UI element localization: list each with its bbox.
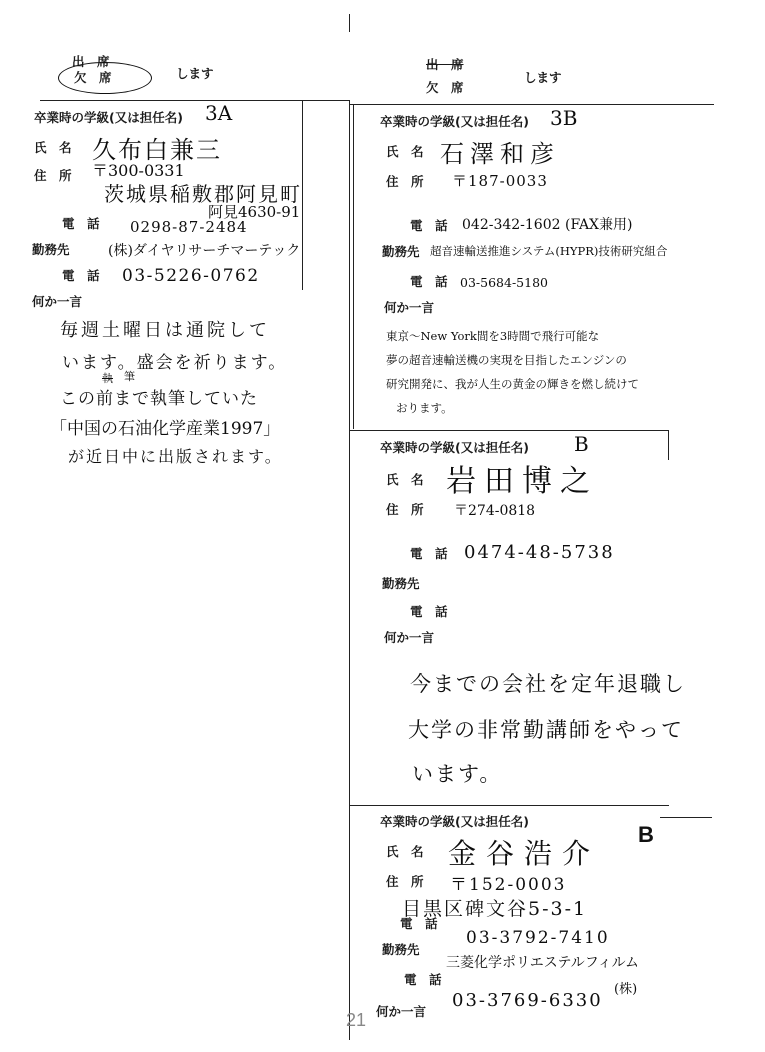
- left-class-label: 卒業時の学級(又は担任名): [34, 110, 183, 125]
- right3-class-label: 卒業時の学級(又は担任名): [380, 814, 529, 829]
- right1-shimasu: します: [524, 70, 562, 85]
- right-card2-top-border: [349, 430, 669, 431]
- left-phone: 0298-87-2484: [130, 218, 248, 236]
- left-class-value: 3A: [205, 101, 233, 125]
- right1-attendance-present: 出 席: [426, 57, 464, 72]
- right-card1-left-border: [353, 104, 354, 429]
- right1-postal: 〒187-0033: [452, 172, 548, 190]
- right1-comment-line: 夢の超音速輸送機の実現を目指したエンジンの: [386, 353, 627, 367]
- right-card1-top-border: [349, 104, 714, 105]
- right3-name-value: 金谷浩介: [448, 837, 601, 870]
- left-attendance-absent: 欠 席: [74, 70, 112, 85]
- right-card2-right-border: [668, 430, 669, 460]
- right1-class-value: 3B: [550, 106, 578, 130]
- right1-work-value: 超音速輸送推進システム(HYPR)技術研究組合: [430, 244, 668, 258]
- left-comment-line: います。盛会を祈ります。: [62, 353, 288, 373]
- right2-name-value: 岩田博之: [446, 464, 598, 499]
- right3-work-phone-label: 電 話: [404, 972, 442, 987]
- right3-postal: 〒152-0003: [450, 875, 567, 895]
- right3-address-line1: 目黒区碑文谷5-3-1: [402, 898, 588, 920]
- right2-comment-line: 今までの会社を定年退職し: [410, 672, 686, 696]
- left-address-line1: 茨城県稲敷郡阿見町: [104, 182, 302, 206]
- left-name-label: 氏 名: [34, 140, 72, 155]
- left-name-value: 久布白兼三: [92, 136, 222, 164]
- right1-attendance-absent: 欠 席: [426, 80, 464, 95]
- right3-work-value-suffix: (株): [614, 982, 638, 997]
- page-number: 21: [346, 1010, 367, 1030]
- left-phone-label: 電 話: [62, 216, 100, 231]
- right1-phone-label: 電 話: [410, 218, 448, 233]
- right2-address-label: 住 所: [386, 502, 424, 517]
- left-comment-inserted: 筆: [124, 370, 135, 383]
- right3-address-label: 住 所: [386, 874, 424, 889]
- right3-phone: 03-3792-7410: [466, 928, 610, 948]
- right2-work-label: 勤務先: [382, 576, 420, 591]
- left-comment-line: この前まで執筆していた: [60, 389, 258, 409]
- right1-work-label: 勤務先: [382, 244, 420, 259]
- left-address-line2: 阿見4630-91: [208, 203, 301, 221]
- right1-name-label: 氏 名: [386, 144, 424, 159]
- left-work-value: (株)ダイヤリサーチマーテック: [108, 243, 301, 259]
- right1-name-value: 石澤和彦: [440, 140, 560, 168]
- left-comment-line: 毎週土曜日は通院して: [60, 320, 270, 341]
- right3-comment-label: 何か一言: [376, 1004, 427, 1019]
- left-comment-insert-struck: 執: [102, 372, 113, 385]
- left-shimasu: します: [176, 66, 214, 81]
- right2-class-value: B: [574, 432, 589, 456]
- right3-work-label: 勤務先: [382, 942, 420, 957]
- right-card3-top-border: [349, 805, 669, 806]
- right1-comment-label: 何か一言: [384, 300, 435, 315]
- right1-phone: 042-342-1602 (FAX兼用): [462, 217, 633, 233]
- right2-phone: 0474-48-5738: [464, 542, 615, 563]
- left-comment-label: 何か一言: [32, 294, 83, 309]
- right3-work-phone: 03-3769-6330: [452, 990, 603, 1011]
- right3-name-label: 氏 名: [386, 844, 424, 859]
- right1-comment-line: おります。: [396, 401, 453, 415]
- right3-phone-label: 電 話: [400, 916, 438, 931]
- right2-comment-line: 大学の非常勤講師をやって: [408, 718, 684, 742]
- left-work-phone: 03-5226-0762: [122, 266, 260, 286]
- right2-work-phone-label: 電 話: [410, 604, 448, 619]
- left-comment-line: 「中国の石油化学産業1997」: [50, 419, 281, 439]
- center-fold-line-top: [349, 14, 350, 32]
- right2-class-label: 卒業時の学級(又は担任名): [380, 440, 529, 455]
- left-work-phone-label: 電 話: [62, 268, 100, 283]
- right1-comment-line: 東京〜New York間を3時間で飛行可能な: [386, 329, 600, 343]
- right1-work-phone: 03-5684-5180: [460, 275, 548, 290]
- left-card-right-border: [302, 100, 303, 290]
- center-divider-line: [349, 100, 350, 1040]
- right1-comment-line: 研究開発に、我が人生の黄金の輝きを燃し続けて: [386, 377, 639, 391]
- right1-class-label: 卒業時の学級(又は担任名): [380, 114, 529, 129]
- right-card3-top-border-ext: [660, 817, 712, 818]
- right1-work-phone-label: 電 話: [410, 274, 448, 289]
- right3-class-value: B: [638, 822, 654, 847]
- right1-address-label: 住 所: [386, 174, 424, 189]
- left-work-label: 勤務先: [32, 242, 70, 257]
- right2-phone-label: 電 話: [410, 546, 448, 561]
- left-comment-line: が近日中に出版されます。: [68, 447, 283, 466]
- left-address-label: 住 所: [34, 168, 72, 183]
- right2-comment-label: 何か一言: [384, 630, 435, 645]
- left-attendance-present: 出 席: [72, 54, 110, 69]
- right2-name-label: 氏 名: [386, 472, 424, 487]
- right2-comment-line: います。: [412, 762, 503, 786]
- left-postal: 〒300-0331: [92, 161, 185, 180]
- right3-work-value: 三菱化学ポリエステルフィルム: [446, 955, 640, 971]
- right2-postal: 〒274-0818: [454, 503, 536, 519]
